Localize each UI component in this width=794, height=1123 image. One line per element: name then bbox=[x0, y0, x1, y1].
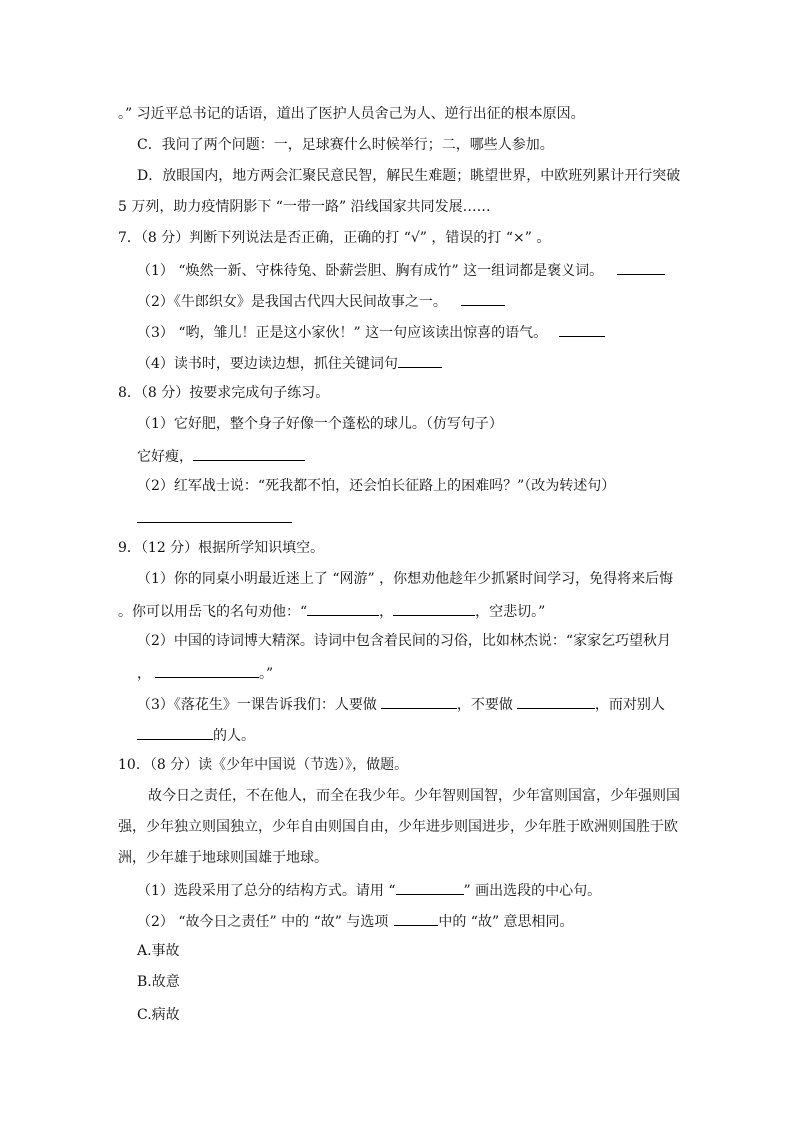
question-10-heading: 10．（8 分）读《少年中国说（节选）》，做题。 bbox=[118, 757, 409, 773]
question-9-item-3: （3）《落花生》一课告诉我们：人要做 ，不要做 ，而对别人 bbox=[137, 693, 665, 715]
answer-blank[interactable] bbox=[398, 352, 442, 368]
passage-line-1: 故今日之责任，不在他人，而全在我少年。少年智则国智，少年富则国富，少年强则国 bbox=[148, 788, 680, 804]
option-c-illness: C.病故 bbox=[137, 1007, 180, 1023]
question-9-item-3-continuation: 的人。 bbox=[137, 724, 255, 746]
question-7-item-4: （4）读书时，要边读边想，抓住关键词句 bbox=[137, 352, 442, 374]
passage-line-3: 洲，少年雄于地球则国雄于地球。 bbox=[118, 850, 328, 866]
question-9-item-1-continuation: 。你可以用岳飞的名句劝他：“ ， ，空悲切。” bbox=[118, 600, 545, 622]
option-a: A.事故 bbox=[137, 943, 180, 959]
question-8-item-2-answer bbox=[137, 507, 292, 529]
answer-blank[interactable] bbox=[394, 910, 438, 926]
answer-blank[interactable] bbox=[461, 290, 505, 306]
option-d-continuation: 5 万列，助力疫情阴影下 “一带一路” 沿线国家共同发展…… bbox=[118, 199, 491, 215]
option-b-continuation: 。” 习近平总书记的话语，道出了医护人员舍己为人、逆行出征的根本原因。 bbox=[118, 106, 585, 122]
answer-blank[interactable] bbox=[617, 259, 665, 275]
answer-blank[interactable] bbox=[193, 445, 305, 461]
answer-blank[interactable] bbox=[393, 600, 475, 616]
question-9-heading: 9．（12 分）根据所学知识填空。 bbox=[118, 540, 325, 556]
question-8-item-1-answer: 它好瘦， bbox=[137, 445, 305, 467]
option-d: D．放眼国内，地方两会汇聚民意民智，解民生难题；眺望世界，中欧班列累计开行突破 bbox=[137, 168, 681, 184]
answer-blank[interactable] bbox=[155, 662, 259, 678]
answer-blank[interactable] bbox=[307, 600, 379, 616]
answer-blank[interactable] bbox=[559, 321, 605, 337]
question-9-item-2: （2）中国的诗词博大精深。诗词中包含着民间的习俗，比如林杰说：“家家乞巧望秋月 bbox=[137, 633, 672, 649]
question-8-heading: 8．（8 分）按要求完成句子练习。 bbox=[118, 385, 330, 401]
question-7-heading: 7．（8 分）判断下列说法是否正确，正确的打 “√” ，错误的打 “×” 。 bbox=[118, 230, 551, 246]
question-10-item-1: （1）选段采用了总分的结构方式。请用 “ ” 画出选段的中心句。 bbox=[137, 879, 601, 901]
question-7-item-1: （1） “焕然一新、守株待兔、卧薪尝胆、胸有成竹” 这一组词都是褒义词。 bbox=[137, 259, 665, 281]
answer-blank[interactable] bbox=[137, 507, 292, 523]
passage-line-2: 强，少年独立则国独立，少年自由则国自由，少年进步则国进步，少年胜于欧洲则国胜于欧 bbox=[118, 819, 678, 835]
question-7-item-2: （2）《牛郎织女》是我国古代四大民间故事之一。 bbox=[137, 290, 505, 312]
answer-blank[interactable] bbox=[137, 724, 213, 740]
answer-blank[interactable] bbox=[381, 693, 457, 709]
question-8-item-2: （2）红军战士说：“死我都不怕，还会怕长征路上的困难吗？”（改为转述句） bbox=[137, 478, 616, 494]
question-9-item-2-continuation: ， 。” bbox=[137, 662, 273, 684]
option-c: C．我问了两个问题：一，足球赛什么时候举行；二，哪些人参加。 bbox=[137, 137, 554, 153]
question-10-item-2: （2） “故今日之责任” 中的 “故” 与选项 中的 “故” 意思相同。 bbox=[137, 910, 574, 932]
question-7-item-3: （3） “哟，雏儿！正是这小家伙！” 这一句应该读出惊喜的语气。 bbox=[137, 321, 605, 343]
question-8-item-1: （1）它好肥，整个身子好像一个蓬松的球儿。（仿写句子） bbox=[137, 416, 503, 432]
option-b: B.故意 bbox=[137, 974, 180, 990]
answer-blank[interactable] bbox=[396, 879, 464, 895]
question-9-item-1: （1）你的同桌小明最近迷上了 “网游” ，你想劝他趁年少抓紧时间学习，免得将来后悔 bbox=[137, 571, 674, 587]
answer-blank[interactable] bbox=[517, 693, 595, 709]
